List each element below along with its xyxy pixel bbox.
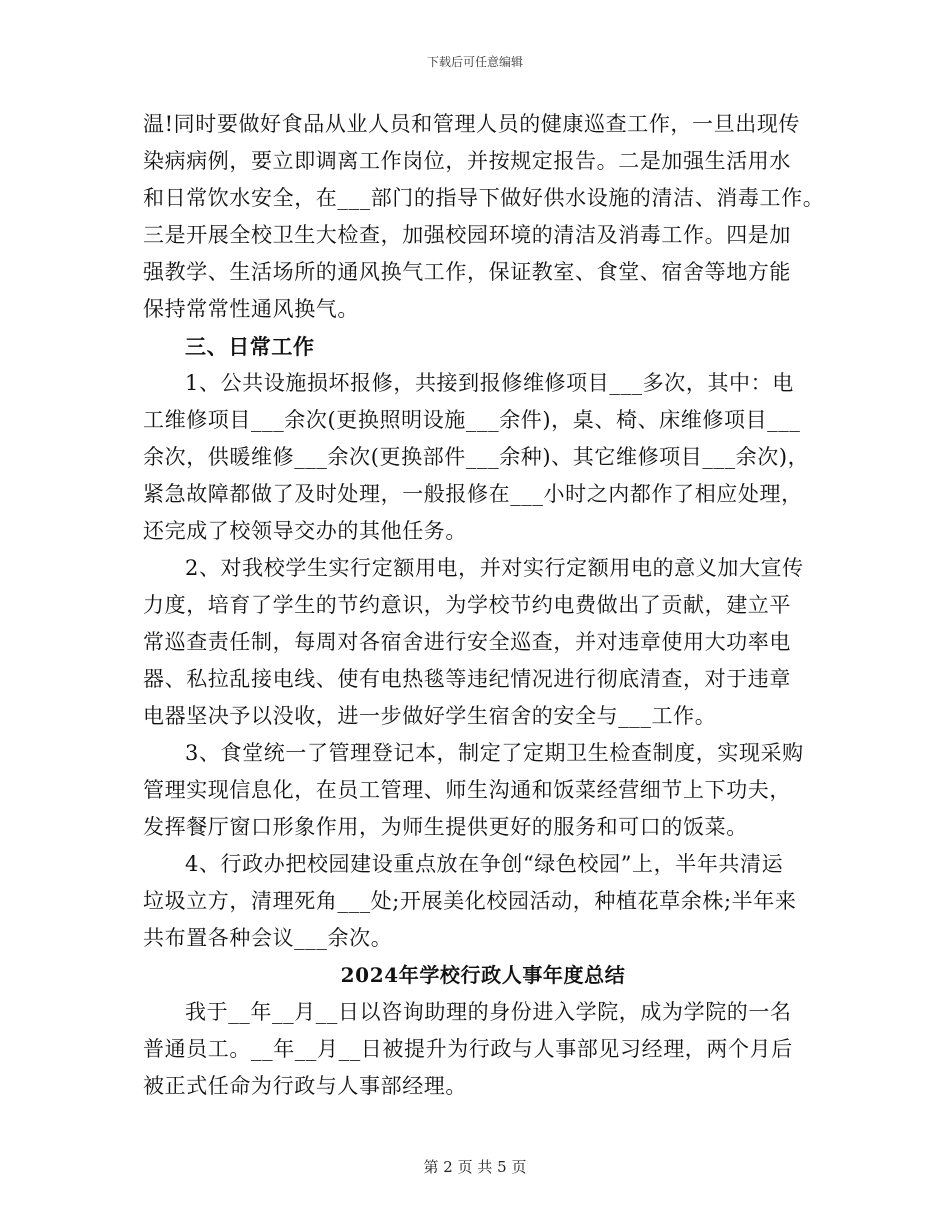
body-line: 工维修项目___余次(更换照明设施___余件)，桌、椅、床维修项目___ [143,408,801,432]
section-heading: 三、日常工作 [185,334,315,359]
body-line: 还完成了校领导交办的其他任务。 [143,519,467,543]
document-body [143,106,823,1105]
page-footer: 第 2 页 共 5 页 [423,1158,527,1176]
body-line: 余次，供暖维修___余次(更换部件___余种)、其它维修项目___余次)， [143,445,810,469]
body-line: 常巡查责任制，每周对各宿舍进行安全巡查，并对违章使用大功率电 [143,630,791,654]
body-line: 垃圾立方，清理死角___处;开展美化校园活动，种植花草余株;半年来 [143,889,797,913]
body-line: 电器坚决予以没收，进一步做好学生宿舍的安全与___工作。 [143,704,717,728]
body-line: 管理实现信息化，在员工管理、师生沟通和饭菜经营细节上下功夫， [143,778,791,802]
document-title: 2024年学校行政人事年度总结 [340,963,626,987]
body-line: 温!同时要做好食品从业人员和管理人员的健康巡查工作，一旦出现传 [143,112,801,136]
body-line: 和日常饮水安全，在___部门的指导下做好供水设施的清洁、消毒工作。 [143,186,825,210]
body-line: 我于__年__月__日以咨询助理的身份进入学院，成为学院的一名 [185,1000,792,1024]
body-line: 普通员工。__年__月__日被提升为行政与人事部见习经理，两个月后 [143,1037,793,1061]
body-line: 染病病例，要立即调离工作岗位，并按规定报告。二是加强生活用水 [143,149,791,173]
body-line: 器、私拉乱接电线、使有电热毯等违纪情况进行彻底清查，对于违章 [143,667,791,691]
body-line: 紧急故障都做了及时处理，一般报修在___小时之内都作了相应处理， [143,482,803,506]
body-line: 被正式任命为行政与人事部经理。 [143,1074,467,1098]
body-line: 共布置各种会议___余次。 [143,926,393,950]
body-line: 力度，培育了学生的节约意识，为学校节约电费做出了贡献，建立平 [143,593,791,617]
body-line: 三是开展全校卫生大检查，加强校园环境的清洁及消毒工作。四是加 [143,223,791,247]
body-line: 强教学、生活场所的通风换气工作，保证教室、食堂、宿舍等地方能 [143,260,791,284]
body-line: 2、对我校学生实行定额用电，并对实行定额用电的意义加大宣传 [185,556,804,580]
page-header: 下载后可任意编辑 [426,55,523,69]
body-line: 保持常常性通风换气。 [143,297,359,321]
body-line: 4、行政办把校园建设重点放在争创“绿色校园”上，半年共清运 [185,852,784,876]
body-line: 3、食堂统一了管理登记本，制定了定期卫生检查制度，实现采购 [185,741,804,765]
body-line: 1、公共设施损坏报修，共接到报修维修项目___多次，其中：电 [185,371,794,395]
body-line: 发挥餐厅窗口形象作用，为师生提供更好的服务和可口的饭菜。 [143,815,748,839]
